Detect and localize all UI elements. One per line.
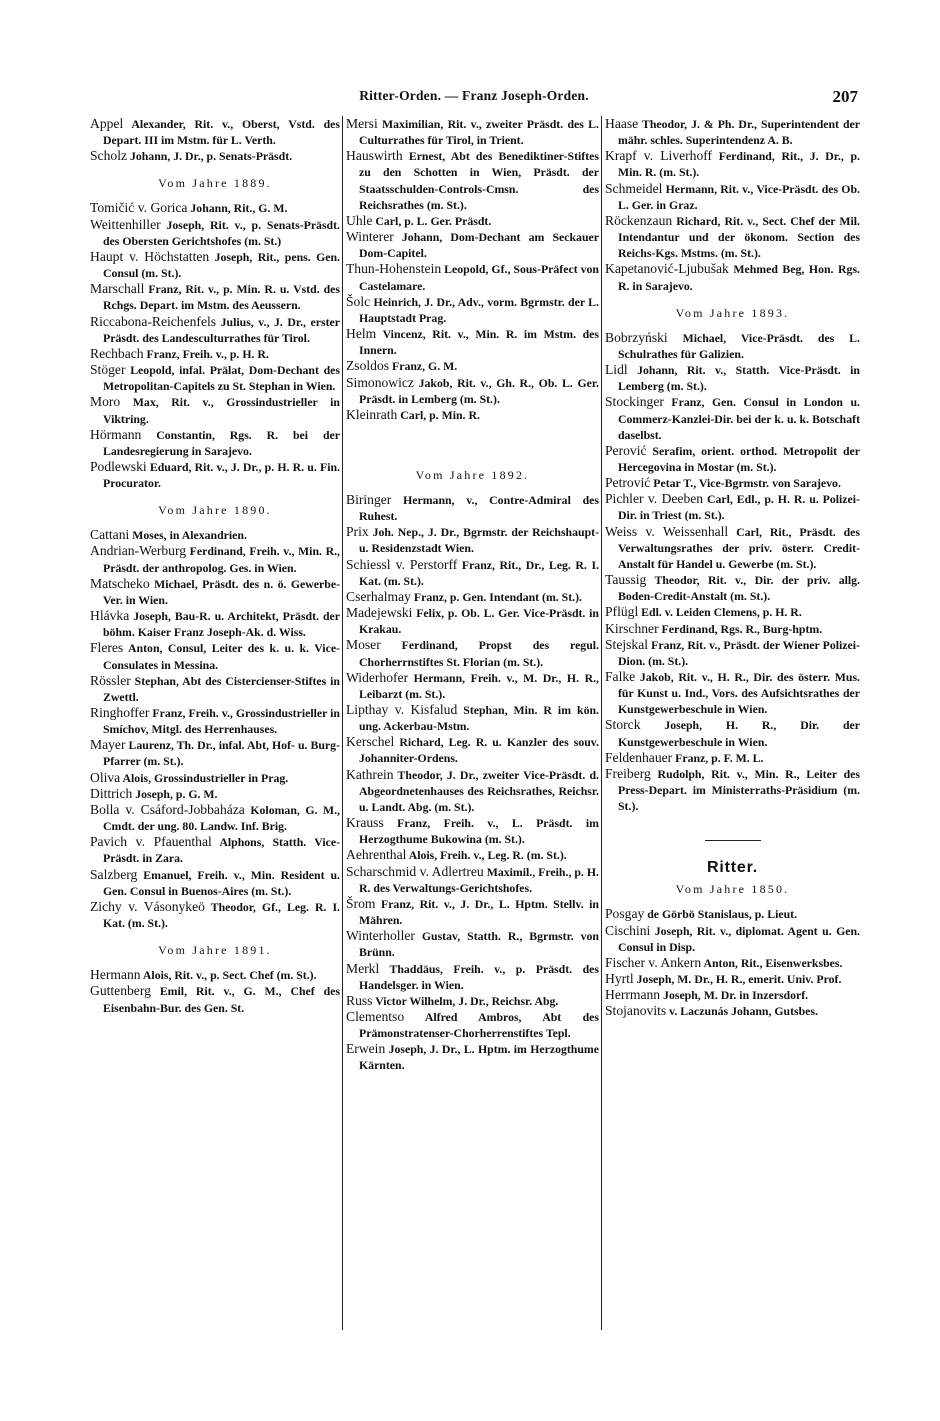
entry-details: Jakob, Rit. v., Gh. R., Ob. L. Ger. Präsdt. in Lemberg (m. St.). [359, 375, 599, 406]
entry-details: Alphons, Statth. Vice-Präsdt. in Zara. [103, 835, 340, 866]
list-entry [605, 971, 860, 987]
entry-name: Erwein [346, 1041, 386, 1057]
list-entry [90, 314, 340, 346]
column-rule [342, 116, 343, 1330]
entry-name: Stojanovits [605, 1003, 667, 1019]
list-entry [346, 213, 599, 229]
list-entry [346, 767, 599, 815]
entry-name: Rössler [90, 672, 131, 688]
entry-details: Leopold, Gf., Sous-Präfect von Castelamare. [359, 262, 599, 293]
entry-details: Joseph, Rit. v., p. Senats-Präsdt. des Obersten Gerichtshofes (m. St.) [103, 217, 340, 248]
list-entry [90, 427, 340, 459]
entry-details: Moses, in Alexandrien. [129, 528, 247, 543]
entry-name: Stockinger [605, 394, 664, 410]
list-entry [346, 524, 599, 556]
entry-details: Michael, Vice-Präsdt. des L. Schulrathes für Galizien. [618, 330, 860, 361]
entry-details: Emanuel, Freih. v., Min. Resident u. Gen. Consul in Buenos-Aires (m. St.). [103, 867, 340, 898]
entry-name: Dittrich [90, 785, 133, 801]
entry-details: Heinrich, J. Dr., Adv., vorm. Bgrmstr. der L. Hauptstadt Prag. [359, 294, 599, 325]
entry-details: Joseph, Bau-R. u. Architekt, Präsdt. der böhm. Kaiser Franz Joseph-Ak. d. Wiss. [103, 609, 340, 640]
entry-name: Schmeidel [605, 180, 663, 196]
list-entry [605, 362, 860, 394]
list-entry [90, 394, 340, 426]
entry-name: Weiss v. Weissenhall [605, 523, 729, 539]
entry-details: Carl, p. Min. R. [397, 407, 480, 422]
entry-details: Vincenz, Rit. v., Min. R. im Mstm. des Innern. [359, 327, 599, 358]
entry-name: Guttenberg [90, 983, 151, 999]
entry-name: Scholz [90, 148, 127, 164]
entry-details: Michael, Präsdt. des n. ö. Gewerbe-Ver. in Wien. [103, 576, 340, 607]
list-entry [90, 217, 340, 249]
entry-details: Stephan, Min. R im kön. ung. Ackerbau-Mstm. [359, 703, 599, 734]
list-entry [605, 750, 860, 766]
entry-name: Madejewski [346, 605, 413, 621]
list-entry [346, 864, 599, 896]
list-entry [605, 621, 860, 637]
entry-details: Richard, Rit. v., Sect. Chef der Mil. Intendantur und der ökonom. Section des Reichs-Kgs. Mstms. (m. St.). [618, 213, 860, 261]
entry-details: Petar T., Vice-Bgrmstr. von Sarajevo. [650, 476, 841, 491]
list-entry [605, 181, 860, 213]
list-entry [605, 524, 860, 572]
entry-details: Joseph, H. R., Dir. der Kunstgewerbeschule in Wien. [618, 718, 860, 749]
entry-name: Rechbach [90, 345, 144, 361]
entry-name: Kleinrath [346, 406, 398, 422]
entry-name: Appel [90, 116, 124, 131]
entry-name: Simonowicz [346, 374, 414, 390]
entry-name: Falke [605, 669, 636, 684]
entry-details: Gustav, Statth. R., Bgrmstr. von Brünn. [359, 929, 599, 960]
entry-name: Storck [605, 717, 641, 733]
entry-details: Franz, Rit., Dr., Leg. R. I. Kat. (m. St.). [359, 557, 599, 588]
entry-details: Franz, p. Gen. Intendant (m. St.). [410, 589, 582, 604]
entry-details: Franz, Freih. v., p. H. R. [143, 346, 269, 361]
list-entry [90, 983, 340, 1015]
list-entry [605, 330, 860, 362]
entry-details: Rudolph, Rit. v., Min. R., Leiter des Press-Depart. im Ministerraths-Präsidium (m. St.). [618, 766, 860, 814]
entry-details: Victor Wilhelm, J. Dr., Reichsr. Abg. [372, 993, 559, 1008]
entry-name: Šrom [346, 895, 376, 911]
entry-details: Alexander, Rit. v., Oberst, Vstd. des Depart. III im Mstm. für L. Verth. [103, 117, 340, 148]
entry-details: Hermann, Freih. v., M. Dr., H. R., Leibarzt (m. St.). [359, 670, 599, 701]
entry-name: Petrović [605, 475, 651, 491]
column-3 [605, 116, 860, 1341]
entry-name: Haupt v. Höchstatten [90, 248, 210, 264]
entry-name: Zsoldos [346, 358, 390, 374]
entry-name: Prix [346, 524, 369, 540]
entry-name: Hermann [90, 967, 141, 983]
list-entry [90, 834, 340, 866]
entry-details: Franz, G. M. [389, 359, 458, 374]
list-entry [346, 702, 599, 734]
entry-details: Serafim, orient. orthod. Metropolit der Hercegovina in Mostar (m. St.). [618, 443, 860, 474]
list-entry [90, 543, 340, 575]
entry-name: Winterer [346, 229, 394, 245]
entry-name: Merkl [346, 960, 380, 976]
entry-name: Freiberg [605, 765, 651, 781]
list-entry [605, 955, 860, 971]
list-entry [90, 346, 340, 362]
entry-details: Alois, Freih. v., Leg. R. (m. St.). [406, 848, 567, 863]
list-entry [90, 459, 340, 491]
entry-name: Bolla v. Csáford-Jobbaháza [90, 801, 245, 817]
entry-details: Ferdinand, Propst des regul. Chorherrnstiftes St. Florian (m. St.). [359, 638, 599, 669]
list-entry [605, 766, 860, 814]
list-entry [90, 899, 340, 931]
list-entry [346, 375, 599, 407]
list-entry [90, 737, 340, 769]
list-entry [90, 673, 340, 705]
entry-name: Perović [605, 442, 647, 458]
list-entry [346, 358, 599, 374]
entry-details: Joseph, M. Dr., H. R., emerit. Univ. Prof. [633, 972, 842, 987]
page-number: 207 [832, 87, 858, 106]
entry-details: Franz, Freih. v., L. Präsdt. im Herzogthume Bukowina (m. St.). [359, 816, 599, 847]
entry-details: v. Laczunás Johann, Gutsbes. [666, 1004, 818, 1019]
year-heading: Vom Jahre 1893. [675, 305, 790, 320]
year-heading: Vom Jahre 1850. [675, 882, 790, 897]
list-entry [605, 491, 860, 523]
entry-name: Moser [346, 637, 381, 653]
list-entry [90, 867, 340, 899]
entry-details: Felix, p. Ob. L. Ger. Vice-Präsdt. in Krakau. [359, 606, 599, 637]
list-entry [90, 576, 340, 608]
entry-name: Clementso [346, 1008, 405, 1024]
entry-name: Cischini [605, 922, 651, 938]
entry-name: Riccabona-Reichenfels [90, 313, 217, 329]
entry-name: Taussig [605, 572, 647, 588]
entry-details: Theodor, Gf., Leg. R. I. Kat. (m. St.). [103, 899, 340, 931]
entry-name: Weittenhiller [90, 216, 161, 232]
columns [90, 116, 860, 1356]
entry-name: Kapetanović-Ljubušak [605, 261, 729, 277]
entry-name: Krapf v. Liverhoff [605, 148, 713, 164]
list-entry [346, 294, 599, 326]
entry-details: de Görbö Stanislaus, p. Lieut. [644, 907, 798, 922]
list-entry [90, 640, 340, 672]
entry-name: Widerhofer [346, 669, 409, 685]
entry-name: Russ [346, 992, 373, 1008]
entry-details: Stephan, Abt des Cistercienser-Stiftes in Zwettl. [103, 673, 340, 704]
list-entry [346, 605, 599, 637]
entry-details: Franz, Rit. v., p. Min. R. u. Vstd. des Rchgs. Depart. im Mstm. des Aeussern. [103, 282, 340, 313]
list-entry [605, 923, 860, 955]
list-entry [346, 847, 599, 863]
list-entry [90, 116, 340, 148]
list-entry [346, 815, 599, 847]
entry-name: Šolc [346, 293, 371, 309]
entry-name: Aehrenthal [346, 847, 407, 863]
list-entry [605, 604, 860, 620]
list-entry [346, 670, 599, 702]
entry-details: Julius, v., J. Dr., erster Präsdt. des Landesculturrathes für Tirol. [103, 314, 340, 345]
list-entry [605, 443, 860, 475]
entry-details: Richard, Leg. R. u. Kanzler des souv. Johanniter-Ordens. [359, 735, 599, 766]
entry-name: Kathrein [346, 766, 394, 782]
entry-name: Biringer [346, 491, 392, 507]
entry-details: Johann, Rit. v., Statth. Vice-Präsdt. in Lemberg (m. St.). [618, 363, 860, 394]
list-entry [346, 896, 599, 928]
entry-details: Ferdinand, Rit., J. Dr., p. Min. R. (m. St.). [618, 149, 860, 180]
entry-name: Stejskal [605, 636, 649, 652]
list-entry [90, 786, 340, 802]
list-entry [605, 261, 860, 293]
entry-name: Krauss [346, 815, 384, 831]
entry-name: Pichler v. Deeben [605, 491, 704, 507]
entry-details: Joseph, J. Dr., L. Hptm. im Herzogthume Kärnten. [359, 1042, 599, 1073]
entry-name: Ringhoffer [90, 705, 150, 720]
entry-name: Pavich v. Pfauenthal [90, 834, 212, 850]
entry-details: Hermann, v., Contre-Admiral des Ruhest. [359, 492, 599, 524]
list-entry [346, 557, 599, 589]
list-entry [346, 637, 599, 669]
list-entry [346, 961, 599, 993]
list-entry [605, 669, 860, 717]
list-entry [90, 281, 340, 313]
entry-name: Scharschmid v. Adlertreu [346, 863, 484, 879]
list-entry [346, 261, 599, 293]
entry-name: Hauswirth [346, 148, 403, 164]
list-entry [346, 734, 599, 766]
entry-details: Joseph, Rit., pens. Gen. Consul (m. St.). [103, 249, 340, 281]
entry-name: Posgay [605, 906, 645, 922]
entry-details: Ferdinand, Rgs. R., Burg-hptm. [658, 621, 823, 636]
entry-name: Schiessl v. Perstorff [346, 556, 458, 572]
list-entry [346, 589, 599, 605]
entry-name: Hyrtl [605, 971, 634, 987]
entry-name: Lipthay v. Kisfalud [346, 702, 458, 717]
section-title: Ritter. [707, 859, 758, 877]
entry-details: Jakob, Rit. v., H. R., Dir. des österr. Mus. für Kunst u. Ind., Vors. des Aufsichtsrathes der Kunstgewerbeschule in Wien. [618, 670, 860, 717]
entry-details: Alois, Grossindustrieller in Prag. [120, 770, 289, 785]
entry-name: Moro [90, 394, 121, 410]
list-entry [346, 116, 599, 148]
entry-name: Fischer v. Ankern [605, 954, 702, 970]
entry-details: Thaddäus, Freih. v., p. Präsdt. des Handelsger. in Wien. [359, 961, 599, 992]
list-entry [346, 492, 599, 524]
entry-name: Röckenzaun [605, 212, 673, 228]
page-header [90, 88, 858, 110]
entry-name: Helm [346, 326, 377, 342]
entry-name: Kerschel [346, 734, 395, 750]
entry-details: Emil, Rit. v., G. M., Chef des Eisenbahn-Bur. des Gen. St. [103, 984, 340, 1015]
column-2 [346, 116, 599, 1341]
list-entry [90, 362, 340, 394]
entry-name: Bobrzyński [605, 329, 668, 345]
entry-details: Johann, J. Dr., p. Senats-Präsdt. [127, 149, 293, 164]
list-entry [346, 148, 599, 213]
list-entry [605, 987, 860, 1003]
list-entry [90, 527, 340, 543]
entry-name: Mayer [90, 737, 126, 753]
entry-name: Kirschner [605, 620, 659, 636]
entry-details: Anton, Consul, Leiter des k. u. k. Vice-Consulates in Messina. [103, 641, 340, 672]
entry-name: Hlávka [90, 608, 130, 624]
column-1 [90, 116, 340, 1341]
list-entry [90, 608, 340, 640]
entry-details: Theodor, J. Dr., zweiter Vice-Präsdt. d. Abgeordnetenhauses des Reichsrathes, Reichsr. u. Landt. Abg. (m. St.). [359, 767, 599, 814]
list-entry [90, 705, 340, 737]
entry-details: Maximilian, Rit. v., zweiter Präsdt. des L. Culturrathes für Tirol, in Trient. [359, 117, 599, 148]
entry-details: Johann, Dom-Dechant am Seckauer Dom-Capitel. [359, 230, 599, 261]
year-heading: Vom Jahre 1892. [415, 467, 530, 482]
entry-details: Max, Rit. v., Grossindustrieller in Viktring. [103, 395, 340, 426]
list-entry [90, 967, 340, 983]
list-entry [605, 475, 860, 491]
entry-details: Joseph, p. G. M. [132, 786, 218, 801]
entry-name: Marschall [90, 281, 145, 297]
list-entry [346, 326, 599, 358]
entry-name: Stöger [90, 362, 126, 378]
entry-details: Laurenz, Th. Dr., infal. Abt, Hof- u. Burg-Pfarrer (m. St.). [103, 738, 340, 769]
list-entry [90, 249, 340, 281]
entry-name: Fleres [90, 640, 124, 656]
list-entry [90, 770, 340, 786]
entry-name: Podlewski [90, 458, 147, 474]
list-entry [605, 213, 860, 261]
column-rule [601, 116, 602, 1330]
list-entry [605, 637, 860, 669]
entry-name: Mersi [346, 116, 378, 131]
entry-details: Constantin, Rgs. R. bei der Landesregierung in Sarajevo. [103, 427, 340, 458]
running-title: Ritter-Orden. — Franz Joseph-Orden. [359, 88, 589, 103]
entry-details: Franz, Gen. Consul in London u. Commerz-Kanzlei-Dir. bei der k. u. k. Botschaft daselbst. [618, 395, 860, 442]
entry-name: Hörmann [90, 426, 142, 442]
entry-details: Leopold, infal. Prälat, Dom-Dechant des Metropolitan-Capitels zu St. Stephan in Wien. [103, 363, 340, 394]
entry-name: Andrian-Werburg [90, 543, 187, 559]
list-entry [346, 229, 599, 261]
entry-details: Ernest, Abt des Benediktiner-Stiftes zu den Schotten in Wien, Präsdt. der Staatsschulden-Controls-Cmsn. des Reichsrathes (m. St.). [359, 149, 599, 212]
entry-details: Carl, p. L. Ger. Präsdt. [372, 213, 492, 228]
list-entry [90, 148, 340, 164]
entry-details: Carl, Rit., Präsdt. des Verwaltungsrathes der priv. österr. Credit-Anstalt für Handel u. Gewerbe (m. St.). [618, 524, 860, 571]
list-entry [346, 928, 599, 960]
entry-name: Pflügl [605, 604, 639, 620]
entry-name: Cserhalmay [346, 588, 411, 604]
entry-details: Alois, Rit. v., p. Sect. Chef (m. St.). [140, 968, 317, 983]
entry-details: Maximil., Freih., p. H. R. des Verwaltungs-Gerichtshofes. [359, 864, 599, 895]
entry-name: Haase [605, 116, 639, 131]
entry-details: Alfred Ambros, Abt des Prämonstratenser-Chorherrenstiftes Tepl. [359, 1009, 599, 1041]
entry-details: Mehmed Beg, Hon. Rgs. R. in Sarajevo. [618, 262, 860, 293]
entry-name: Herrmann [605, 987, 661, 1003]
entry-details: Joseph, Rit. v., diplomat. Agent u. Gen. Consul in Disp. [618, 923, 860, 954]
entry-name: Feldenhauer [605, 749, 673, 765]
list-entry [90, 802, 340, 834]
entry-details: Ferdinand, Freih. v., Min. R., Präsdt. der anthropolog. Ges. in Wien. [103, 544, 340, 575]
entry-name: Oliva [90, 769, 121, 785]
entry-details: Theodor, Rit. v., Dir. der priv. allg. Boden-Credit-Anstalt (m. St.). [618, 573, 860, 604]
entry-details: Hermann, Rit. v., Vice-Präsdt. des Ob. L. Ger. in Graz. [618, 181, 860, 212]
list-entry [605, 717, 860, 749]
entry-details: Koloman, G. M., Cmdt. der ung. 80. Landw. Inf. Brig. [103, 802, 340, 834]
entry-name: Matscheko [90, 575, 150, 591]
list-entry [605, 1003, 860, 1019]
entry-details: Joh. Nep., J. Dr., Bgrmstr. der Reichshaupt- u. Residenzstadt Wien. [359, 525, 599, 556]
list-entry [605, 148, 860, 180]
list-entry [346, 407, 599, 423]
list-entry [605, 572, 860, 604]
entry-details: Franz, Freih. v., Grossindustrieller in Smíchov, Mitgl. des Herrenhauses. [103, 706, 340, 737]
year-heading: Vom Jahre 1891. [158, 943, 272, 958]
entry-name: Lidl [605, 362, 628, 378]
entry-details: Franz, p. F. M. L. [672, 750, 764, 765]
section-divider [705, 840, 761, 841]
entry-name: Zichy v. Vásonykeö [90, 898, 205, 914]
entry-details: Eduard, Rit. v., J. Dr., p. H. R. u. Fin. Procurator. [103, 459, 340, 491]
year-heading: Vom Jahre 1889. [158, 176, 272, 191]
entry-details: Johann, Rit., G. M. [187, 201, 288, 216]
list-entry [346, 1041, 599, 1073]
entry-name: Cattani [90, 527, 130, 543]
list-entry [605, 116, 860, 148]
entry-name: Uhle [346, 212, 373, 228]
year-heading: Vom Jahre 1890. [158, 503, 272, 518]
list-entry [346, 1009, 599, 1041]
entry-name: Tomičić v. Gorica [90, 200, 188, 216]
list-entry [90, 200, 340, 216]
entry-name: Thun-Hohenstein [346, 261, 442, 277]
list-entry [605, 906, 860, 922]
entry-name: Winterholler [346, 928, 415, 944]
entry-details: Franz, Rit. v., J. Dr., L. Hptm. Stellv. in Mähren. [359, 896, 599, 928]
list-entry [605, 394, 860, 442]
entry-details: Theodor, J. & Ph. Dr., Superintendent der mähr. schles. Superintendenz A. B. [618, 117, 860, 148]
entry-details: Anton, Rit., Eisenwerksbes. [701, 955, 843, 970]
entry-details: Joseph, M. Dr. in Inzersdorf. [660, 988, 809, 1003]
entry-details: Franz, Rit. v., Präsdt. der Wiener Polizei-Dion. (m. St.). [618, 637, 860, 668]
list-entry [346, 993, 599, 1009]
entry-details: Edl. v. Leiden Clemens, p. H. R. [638, 605, 802, 620]
entry-name: Salzberg [90, 866, 138, 882]
entry-details: Carl, Edl., p. H. R. u. Polizei-Dir. in Triest (m. St.). [618, 492, 860, 523]
